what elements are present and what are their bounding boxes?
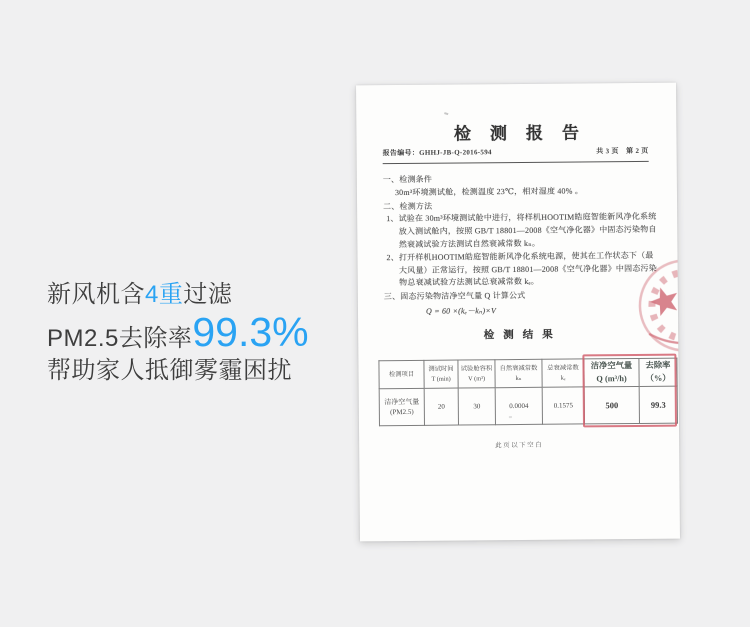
scan-artifact: [509, 416, 512, 418]
table-header-cell: 总衰减常数 kₑ: [542, 359, 584, 387]
line2-prefix: PM2.5去除率: [47, 325, 193, 352]
marketing-line-2: [47, 311, 309, 353]
table-cell: 洁净空气量 (PM2.5): [379, 388, 424, 425]
line-text: 一、检测条件: [382, 174, 433, 185]
filter-count-highlight: 4重: [145, 281, 184, 308]
marketing-line-1: [47, 279, 309, 311]
line-text: 试验在 30m³环境测试舱中进行，将样机HOOTIM皓庭智能新风净化系统放入测试舱内，按照 GB/T 18801—2008《空气净化器》中固态污染物自然衰减试验方法测试自然衰减常数 kₙ。: [398, 212, 657, 250]
table-cell: 30: [458, 388, 495, 425]
removal-rate-highlight: 99.3%: [192, 309, 309, 355]
header-rule: [383, 161, 649, 164]
table-cell: 99.3: [639, 386, 677, 423]
line-text: 二、检测方法: [383, 201, 433, 211]
table-header-cell: 自然衰减常数 kₙ: [495, 359, 542, 387]
results-title: 检测结果: [483, 329, 562, 342]
report-pagination: 共 3 页 第 2 页: [596, 146, 649, 156]
scan-artifact: [444, 112, 448, 115]
report-line: [384, 304, 658, 319]
table-cell: 0.0004: [495, 387, 542, 424]
table-cell: 0.1575: [542, 387, 584, 424]
line-text: 30m³环境测试舱，检测温度 23℃，相对湿度 40% 。: [394, 186, 584, 197]
report-body: [383, 171, 658, 319]
report-document: [356, 83, 680, 542]
report-number: 报告编号：GHHJ-JB-Q-2016-594: [382, 148, 492, 158]
report-line: [383, 211, 657, 252]
report-title: 检测报告: [453, 123, 599, 144]
marketing-copy: [47, 279, 309, 387]
report-line: [383, 250, 657, 291]
line1-suffix: 过滤: [183, 281, 233, 308]
line-text: Q = 60 ×(kₑ－kₙ)×V: [425, 306, 497, 316]
marketing-line-3: 帮助家人抵御雾霾困扰: [47, 357, 292, 384]
table-header-cell: 检测项目: [379, 360, 424, 388]
table-header-cell: 试验舱容积 V (m³): [458, 360, 495, 388]
star-icon: [647, 283, 680, 318]
table-header-cell: 测试时间 T (min): [424, 360, 458, 388]
report-line: [384, 289, 658, 304]
line-text: 三、固态污染物洁净空气量 Q 计算公式: [383, 291, 526, 302]
line1-prefix: 新风机含: [47, 281, 145, 308]
line-number: 2、: [386, 252, 399, 262]
red-seal-stamp-icon: [622, 245, 680, 366]
blank-page-note: 此页以下空白: [495, 441, 544, 450]
line-text: 打开样机HOOTIM皓庭智能新风净化系统电源，使其在工作状态下（最大风量）正常运行，按照 GB/T 18801—2008《空气净化器》中固态污染物总衰减试验方法测试总衰减常数 kₑ。: [398, 250, 657, 288]
table-cell: 20: [424, 388, 458, 425]
line-number: 1、: [386, 214, 399, 224]
table-cell: 500: [584, 386, 639, 423]
table-header-cell: 洁净空气量 Q (m³/h): [584, 358, 639, 386]
report-line: [383, 185, 657, 200]
table-header-cell: 去除率 （%）: [639, 358, 677, 386]
report-meta: [383, 146, 649, 158]
